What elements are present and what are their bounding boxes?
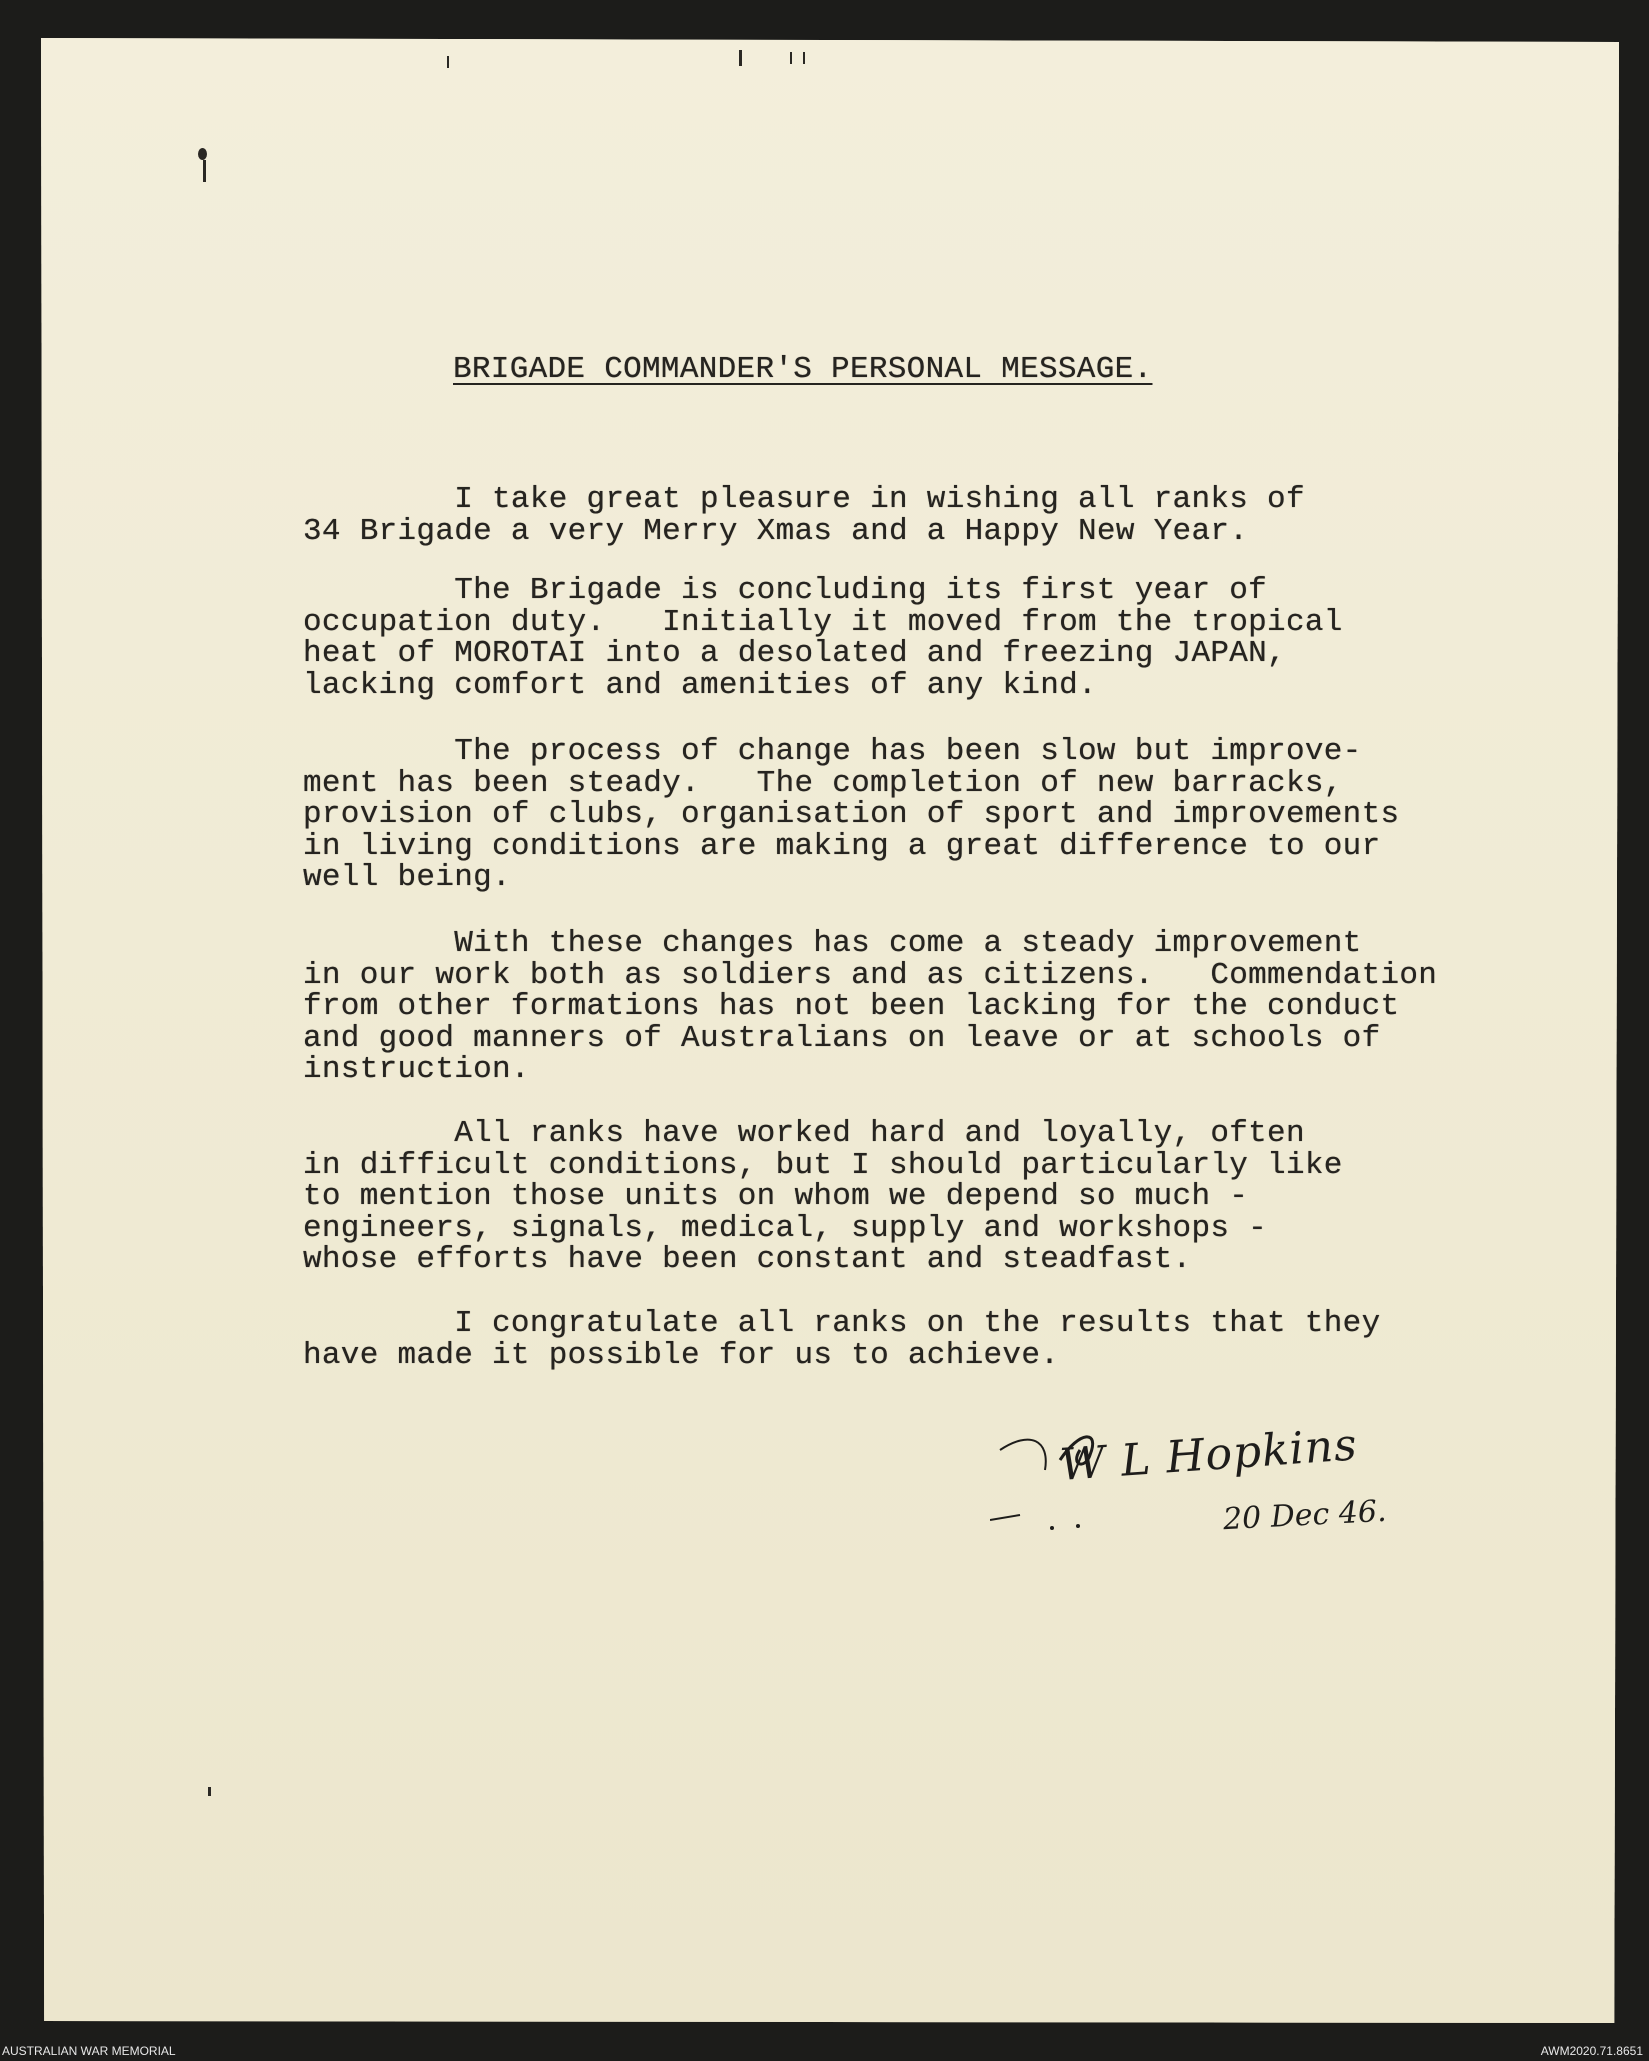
paragraph-change: The process of change has been slow but improve- ment has been steady. The completion of new barracks, provision of clubs, organisation of sport and improvements in living conditions are making a great difference to our well being. <box>303 734 1400 895</box>
punch-mark <box>790 52 792 64</box>
paragraph-improvement: With these changes has come a steady improvement in our work both as soldiers and as citizens. Commendation from other formations has not been lacking for the conduct and good manners of Australians on leave or at schools of instruction. <box>303 926 1438 1087</box>
punch-mark <box>803 52 805 64</box>
signature: W L Hopkins <box>1058 1419 1360 1491</box>
ink-blot <box>198 148 207 160</box>
paragraph-congratulations: I congratulate all ranks on the results that they have made it possible for us to achieve. <box>303 1306 1381 1373</box>
ink-dot <box>208 1787 211 1796</box>
punch-mark <box>447 56 449 68</box>
paragraph-occupation: The Brigade is concluding its first year of occupation duty. Initially it moved from the tropical heat of MOROTAI into a desolated and freezing JAPAN, lacking comfort and amenities of any kind. <box>303 573 1343 703</box>
archive-reference: AWM2020.71.8651 <box>1540 2044 1643 2058</box>
archive-credit: AUSTRALIAN WAR MEMORIAL <box>2 2044 176 2058</box>
signature-date: 20 Dec 46. <box>1222 1493 1388 1538</box>
document-heading: BRIGADE COMMANDER'S PERSONAL MESSAGE. <box>453 352 1153 387</box>
paragraph-units: All ranks have worked hard and loyally, often in difficult conditions, but I should particularly like to mention those units on whom we depend so much - engineers, signals, medical, supply and workshops - whose efforts have been constant and steadfast. <box>303 1116 1343 1277</box>
punch-mark <box>739 50 742 66</box>
paragraph-greeting: I take great pleasure in wishing all ranks of 34 Brigade a very Merry Xmas and a Happy New Year. <box>303 482 1305 549</box>
ink-blot <box>203 160 206 182</box>
